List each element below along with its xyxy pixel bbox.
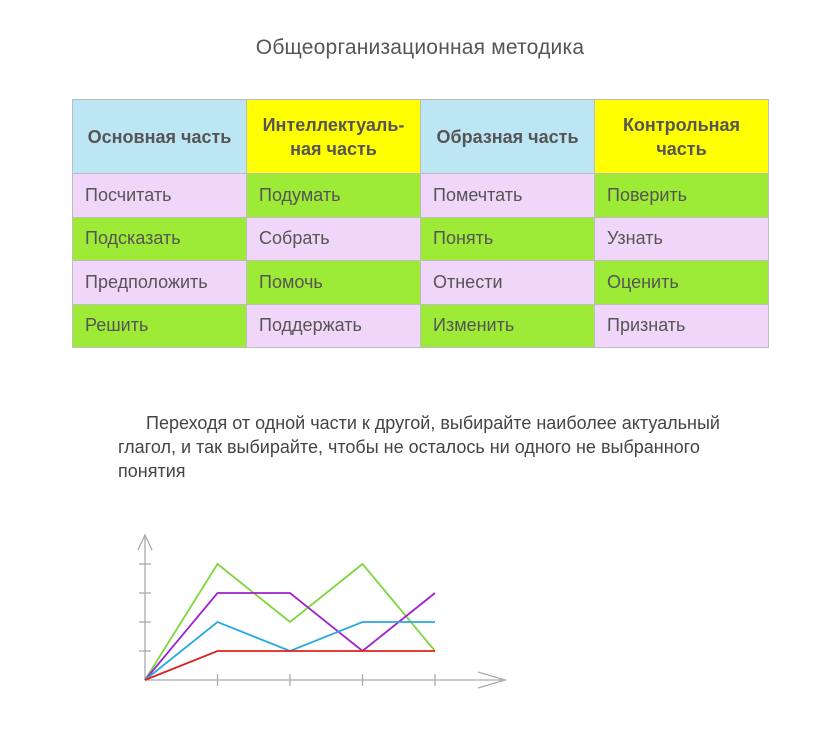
chart-series: [145, 564, 435, 680]
table-cell: Помочь: [247, 261, 421, 305]
series-line-purple: [145, 593, 435, 680]
table-cell: Помечтать: [421, 174, 595, 218]
instruction-paragraph: Переходя от одной части к другой, выбирайте наиболее актуальный глагол, и так выбирайте, чтобы не осталось ни одного не выбранного понятия: [118, 413, 720, 481]
table-cell: Признать: [595, 304, 769, 348]
table-cell: Поддержать: [247, 304, 421, 348]
table-cell: Поверить: [595, 174, 769, 218]
chart-axes: [138, 535, 505, 688]
page-title: Общеорганизационная методика: [255, 36, 585, 59]
table-cell: Подумать: [247, 174, 421, 218]
table-cell: Изменить: [421, 304, 595, 348]
table-cell: Понять: [421, 217, 595, 261]
table-cell: Предположить: [73, 261, 247, 305]
header-cell-intellectual: Интеллектуаль-ная часть: [247, 100, 421, 174]
table-cell: Оценить: [595, 261, 769, 305]
table-cell: Узнать: [595, 217, 769, 261]
table-cell: Посчитать: [73, 174, 247, 218]
header-cell-figurative: Образная часть: [421, 100, 595, 174]
header-cell-main: Основная часть: [73, 100, 247, 174]
chart-ticks: [139, 564, 435, 686]
table-cell: Собрать: [247, 217, 421, 261]
table-cell: Решить: [73, 304, 247, 348]
table-cell: Отнести: [421, 261, 595, 305]
table-cell: Подсказать: [73, 217, 247, 261]
header-cell-control: Контрольная часть: [595, 100, 769, 174]
